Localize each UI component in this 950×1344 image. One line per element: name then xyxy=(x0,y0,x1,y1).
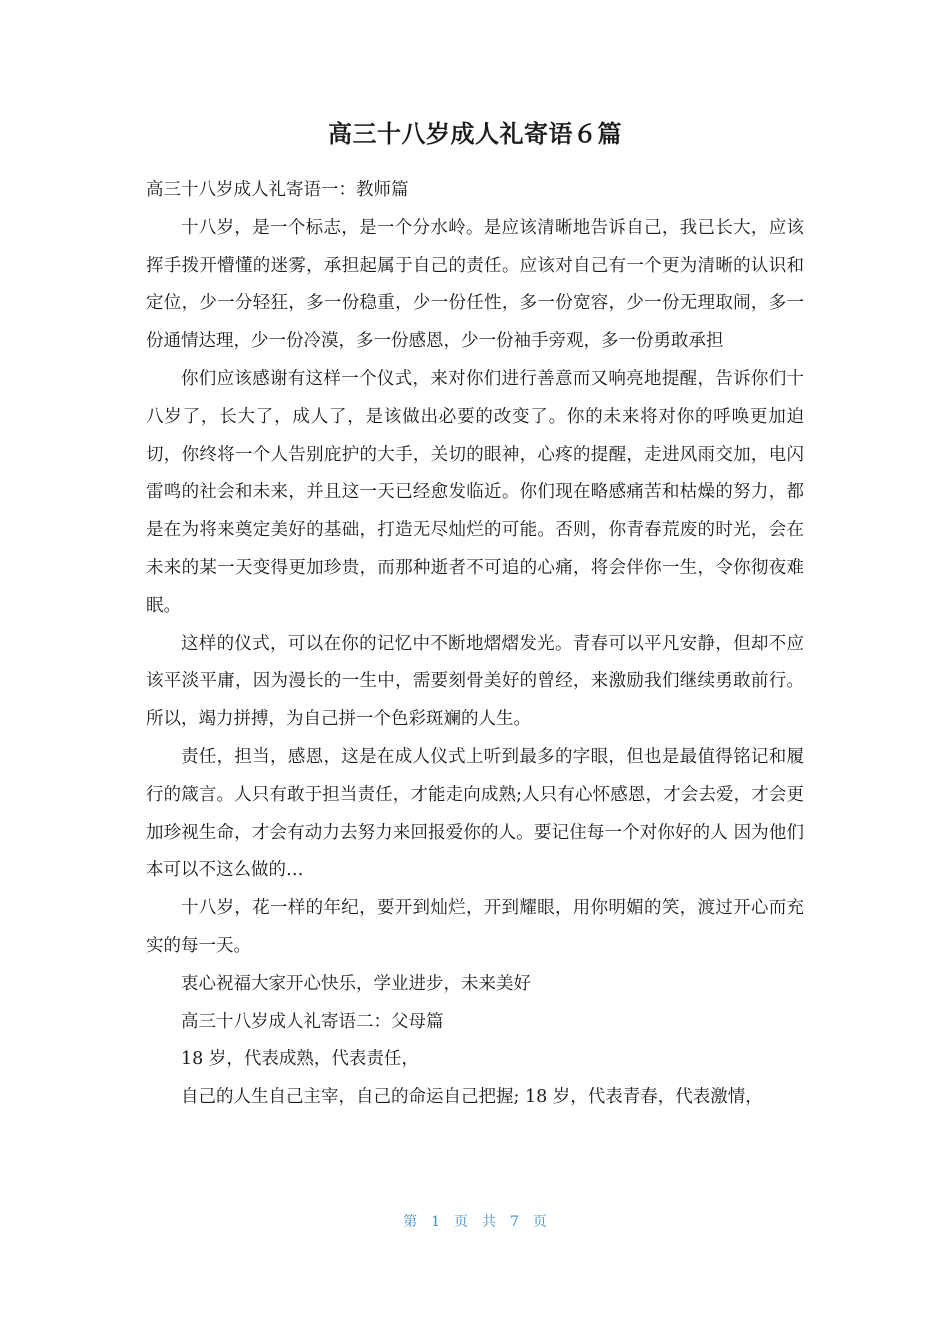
document-body xyxy=(146,172,804,1117)
paragraph: 18 岁，代表成熟，代表责任， xyxy=(181,1049,419,1070)
page-number-footer: 第 1 页 共 7 页 xyxy=(403,1214,547,1230)
document-title: 高三十八岁成人礼寄语６篇 xyxy=(328,120,622,148)
paragraph: 衷心祝福大家开心快乐，学业进步，未来美好 xyxy=(181,973,531,994)
paragraph: 十八岁，花一样的年纪，要开到灿烂，开到耀眼，用你明媚的笑，渡过开心而充实的每一天。 xyxy=(146,898,804,956)
paragraph: 责任，担当，感恩，这是在成人仪式上听到最多的字眼，但也是最值得铭记和履行的箴言。人只有敢于担当责任，才能走向成熟;人只有心怀感恩，才会去爱，才会更加珍视生命，才会有动力去努力来回报爱你的人。要记住每一个对你好的人 因为他们本可以不这么做的… xyxy=(146,746,804,881)
paragraph: 你们应该感谢有这样一个仪式，来对你们进行善意而又响亮地提醒，告诉你们十八岁了，长大了，成人了，是该做出必要的改变了。你的未来将对你的呼唤更加迫切，你终将一个人告别庇护的大手，关切的眼神，心疼的提醒，走进风雨交加，电闪雷鸣的社会和未来，并且这一天已经愈发临近。你们现在略感痛苦和枯燥的努力，都是在为将来奠定美好的基础，打造无尽灿烂的可能。否则，你青春荒废的时光，会在未来的某一天变得更加珍贵，而那种逝者不可追的心痛，将会伴你一生，令你彻夜难眠。 xyxy=(146,368,804,616)
paragraph: 自己的人生自己主宰，自己的命运自己把握; 18 岁，代表青春，代表激情， xyxy=(181,1087,763,1108)
paragraph: 这样的仪式，可以在你的记忆中不断地熠熠发光。青春可以平凡安静，但却不应该平淡平庸，因为漫长的一生中，需要刻骨美好的曾经，来激励我们继续勇敢前行。所以，竭力拼搏，为自己拼一个色彩斑斓的人生。 xyxy=(146,633,804,730)
paragraph: 十八岁，是一个标志，是一个分水岭。是应该清晰地告诉自己，我已长大，应该挥手拨开懵懂的迷雾，承担起属于自己的责任。应该对自己有一个更为清晰的认识和定位，少一分轻狂，多一份稳重，少一份任性，多一份宽容，少一份无理取闹，多一份通情达理，少一份冷漠，多一份感恩，少一份袖手旁观，多一份勇敢承担 xyxy=(146,217,804,352)
section-heading-parents: 高三十八岁成人礼寄语二：父母篇 xyxy=(181,1011,444,1032)
section-heading-teacher: 高三十八岁成人礼寄语一：教师篇 xyxy=(146,180,409,200)
